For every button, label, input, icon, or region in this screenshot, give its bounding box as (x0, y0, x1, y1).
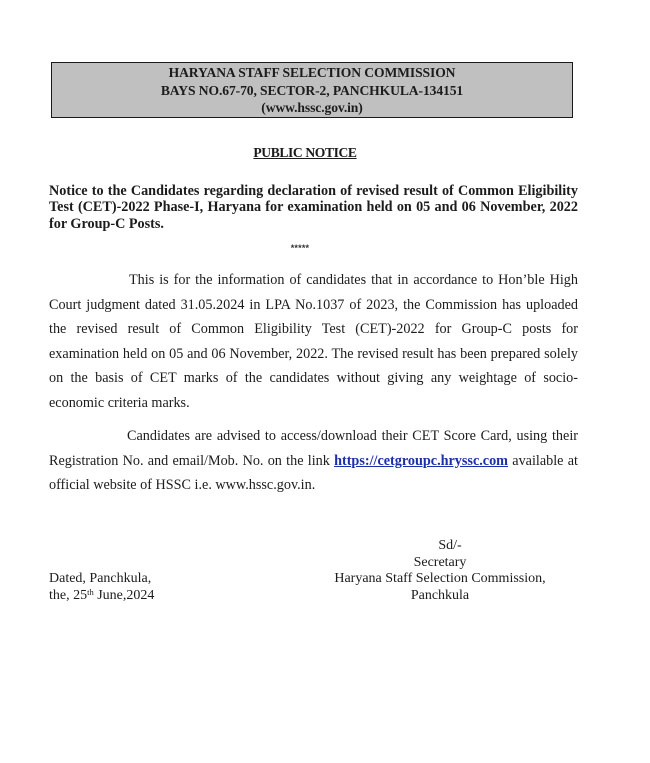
dated-block (49, 571, 154, 604)
separator-stars: ***** (290, 243, 310, 253)
commission-address: BAYS NO.67-70, SECTOR-2, PANCHKULA-134151 (160, 82, 464, 98)
paragraph-2-text-after-link: available at official website of HSSC i.e. www.hssc.gov.in. (49, 452, 578, 494)
score-card-link[interactable]: https://cetgroupc.hryssc.com (334, 452, 509, 469)
dated-place: Dated, Panchkula, (49, 571, 152, 586)
date-ordinal-suffix: th (87, 586, 94, 597)
signatory-designation: Secretary (413, 554, 467, 570)
date-prefix: the, 25 (49, 587, 88, 603)
commission-website: (www.hssc.gov.in) (261, 100, 363, 115)
commission-name: HARYANA STAFF SELECTION COMMISSION (168, 65, 456, 80)
notice-subject: Notice to the Candidates regarding declaration of revised result of Common Eligibility Test (CET)-2022 Phase-I, Haryana for examination held on 05 and 06 November, 2022 for Group-C Posts. (49, 183, 578, 232)
body-paragraph-1: This is for the information of candidates that in accordance to Hon’ble High Court judgment dated 31.05.2024 in LPA No.1037 of 2023, the Commission has uploaded the revised result of Common Eligibility Test (CET)-2022 for Group-C posts for examination held on 05 and 06 November, 2022. The revised result has been prepared solely on the basis of CET marks of the candidates without giving any weightage of socio-economic criteria marks. (49, 272, 578, 411)
body-paragraph-2 (49, 424, 578, 498)
signature-block (320, 538, 560, 604)
paragraph-2-text-before-link: Candidates are advised to access/download their CET Score Card, using their Registration No. and email/Mob. No. on the link (49, 428, 578, 469)
letterhead-box (51, 62, 573, 118)
signature-sd: Sd/- (438, 538, 462, 553)
signatory-organization: Haryana Staff Selection Commission, (334, 571, 546, 586)
date-suffix: June,2024 (93, 587, 155, 603)
signatory-place: Panchkula (410, 587, 470, 603)
dated-date (49, 588, 154, 605)
notice-title: PUBLIC NOTICE (253, 145, 357, 160)
